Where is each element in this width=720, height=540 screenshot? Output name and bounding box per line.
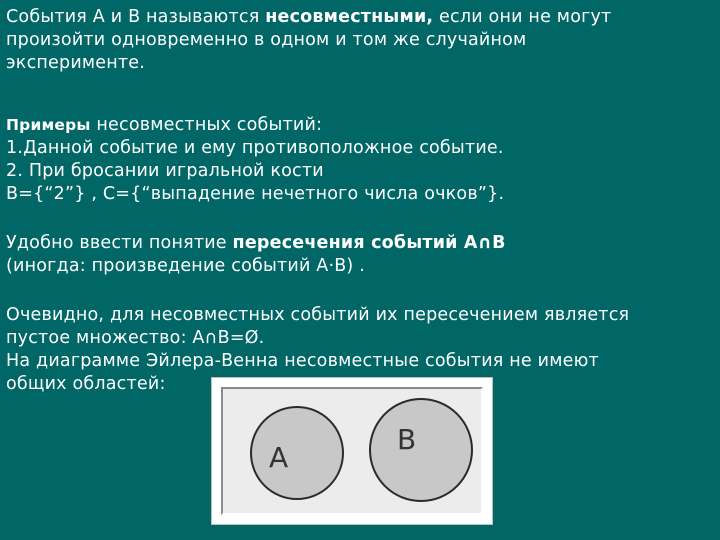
intersection-line-2: (иногда: произведение событий А·В) .	[6, 256, 365, 276]
conclusion-line-4: общих областей:	[6, 374, 166, 394]
intersection-paragraph	[6, 232, 506, 278]
conclusion-line-3: На диаграмме Эйлера-Венна несовместные события не имеют	[6, 351, 599, 371]
conclusion-line-2: пустое множество: А∩В=Ø.	[6, 328, 265, 348]
examples-heading-rest: несовместных событий:	[90, 115, 323, 135]
venn-diagram-svg	[221, 387, 483, 515]
example-item-3: В={“2”} , С={“выпадение нечетного числа очков”}.	[6, 184, 505, 204]
definition-line-2: произойти одновременно в одном и том же случайном	[6, 30, 527, 50]
intersection-text: Удобно ввести понятие	[6, 233, 233, 253]
definition-line-1	[6, 6, 611, 29]
intersection-line-1	[6, 232, 506, 255]
example-item-2: 2. При бросании игральной кости	[6, 161, 324, 181]
circle-b	[370, 399, 472, 501]
examples-paragraph	[6, 114, 504, 206]
examples-heading	[6, 114, 504, 137]
definition-paragraph	[6, 6, 611, 75]
venn-diagram	[211, 377, 493, 525]
definition-line-3: эксперименте.	[6, 53, 146, 73]
conclusion-line-1: Очевидно, для несовместных событий их пересечением является	[6, 305, 630, 325]
label-a: А	[269, 441, 289, 474]
examples-label: Примеры	[6, 116, 91, 134]
circle-a	[251, 407, 343, 499]
term-intersection: пересечения событий А∩В	[232, 233, 506, 253]
example-item-1: 1.Данной событие и ему противоположное событие.	[6, 138, 504, 158]
term-incompatible: несовместными,	[265, 7, 434, 27]
label-b: В	[397, 423, 417, 456]
definition-text-end: если они не могут	[433, 7, 612, 27]
definition-text-start: События А и В называются	[6, 7, 266, 27]
